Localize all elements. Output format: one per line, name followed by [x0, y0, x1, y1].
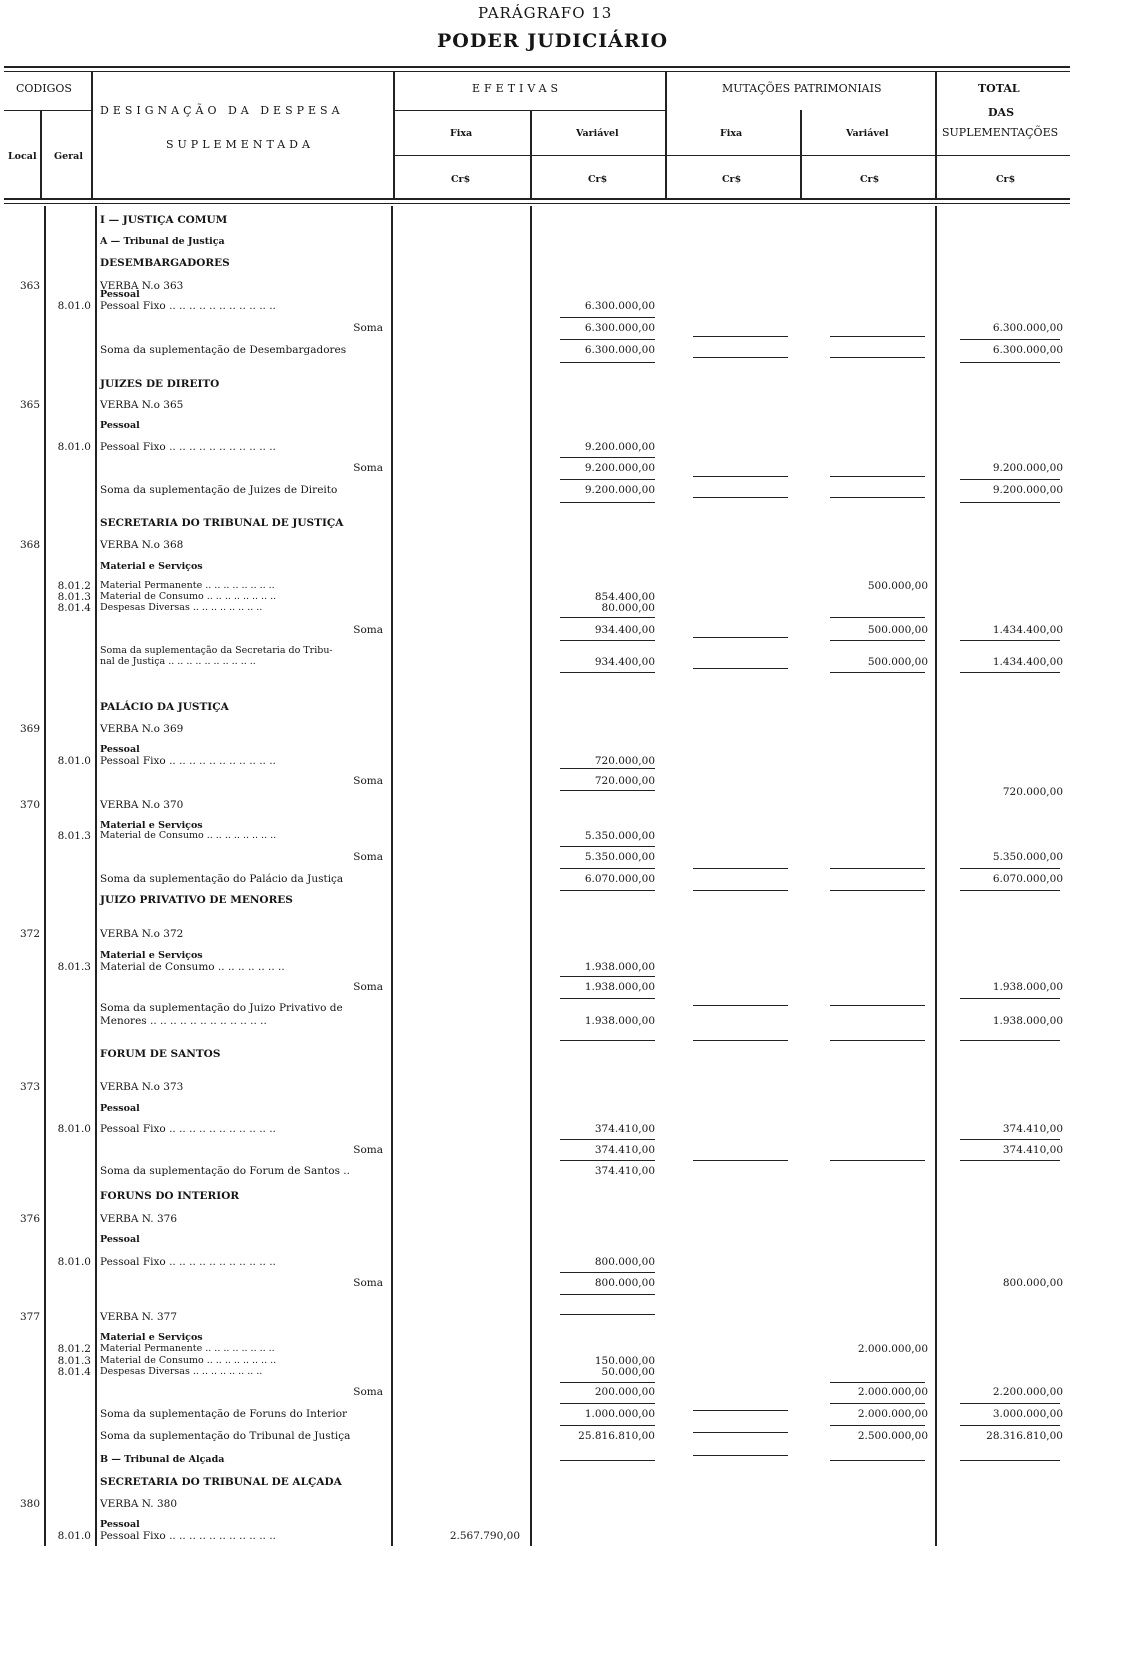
amount-total: 1.938.000,00 — [992, 981, 1063, 993]
amount-total: 374.410,00 — [1002, 1123, 1063, 1135]
row-description: PALÁCIO DA JUSTIÇA — [100, 701, 229, 713]
code-geral: 8.01.0 — [57, 1256, 91, 1268]
row-soma-label: Soma — [353, 851, 383, 863]
code-local: 377 — [19, 1311, 40, 1323]
code-local: 380 — [19, 1498, 40, 1510]
amount-var: 80.000,00 — [601, 602, 655, 614]
amount-var: 1.938.000,00 — [584, 961, 655, 973]
row-soma-label: Soma — [353, 462, 383, 474]
amount-fixa: 2.567.790,00 — [449, 1530, 520, 1542]
row-description: B — Tribunal de Alçada — [100, 1454, 225, 1465]
page-title-2: PODER JUDICIÁRIO — [437, 30, 669, 52]
row-description: Despesas Diversas .. .. .. .. .. .. .. .. — [100, 602, 263, 613]
header-fixa-mut: Fixa — [720, 128, 743, 139]
amount-mvar: 2.000.000,00 — [857, 1343, 928, 1355]
amount-var: 854.400,00 — [594, 591, 655, 603]
amount-total: 28.316.810,00 — [986, 1430, 1063, 1442]
code-geral: 8.01.3 — [57, 591, 91, 603]
row-description: VERBA N. 377 — [100, 1311, 178, 1323]
row-description: Soma da suplementação de Desembargadores — [100, 344, 347, 356]
row-description: VERBA N.o 363 — [100, 280, 184, 292]
currency-variavel: Cr$ — [588, 174, 608, 185]
row-description: A — Tribunal de Justiça — [100, 236, 225, 247]
header-fixa: Fixa — [450, 128, 473, 139]
amount-total: 6.070.000,00 — [992, 873, 1063, 885]
row-description: Material Permanente .. .. .. .. .. .. .. .. — [100, 1343, 275, 1354]
row-description: FORUM DE SANTOS — [100, 1048, 221, 1060]
amount-total: 5.350.000,00 — [992, 851, 1063, 863]
row-description: Material Permanente .. .. .. .. .. .. .. .. — [100, 580, 275, 591]
row-description: Material de Consumo .. .. .. .. .. .. .. .. — [100, 830, 277, 841]
amount-total: 1.434.400,00 — [992, 624, 1063, 636]
amount-var: 374.410,00 — [594, 1123, 655, 1135]
code-geral: 8.01.0 — [57, 441, 91, 453]
page-title-1: PARÁGRAFO 13 — [478, 4, 613, 22]
row-soma-label: Soma — [353, 1144, 383, 1156]
row-description: Soma da suplementação da Secretaria do Tribu- — [100, 645, 333, 656]
row-soma-label: Soma — [353, 322, 383, 334]
amount-var: 6.300.000,00 — [584, 322, 655, 334]
amount-total: 374.410,00 — [1002, 1144, 1063, 1156]
row-description: Soma da suplementação de Juizes de Direito — [100, 484, 338, 496]
code-local: 372 — [19, 928, 40, 940]
amount-mvar: 500.000,00 — [867, 624, 928, 636]
amount-var: 5.350.000,00 — [584, 830, 655, 842]
header-das: DAS — [988, 106, 1015, 119]
row-description: Despesas Diversas .. .. .. .. .. .. .. .. — [100, 1366, 263, 1377]
row-description: VERBA N.o 368 — [100, 539, 184, 551]
code-geral: 8.01.0 — [57, 300, 91, 312]
row-description: Pessoal Fixo .. .. .. .. .. .. .. .. .. .. .. — [100, 441, 276, 453]
row-description: Pessoal Fixo .. .. .. .. .. .. .. .. .. .. .. — [100, 1123, 276, 1135]
row-description: Material e Serviços — [100, 820, 203, 831]
code-local: 368 — [19, 539, 40, 551]
row-description: VERBA N.o 370 — [100, 799, 184, 811]
row-description: Material e Serviços — [100, 1332, 203, 1343]
row-description: JUIZO PRIVATIVO DE MENORES — [100, 894, 293, 906]
amount-mvar: 2.000.000,00 — [857, 1408, 928, 1420]
code-geral: 8.01.0 — [57, 755, 91, 767]
code-geral: 8.01.3 — [57, 1355, 91, 1367]
amount-var: 50.000,00 — [601, 1366, 655, 1378]
row-description: Soma da suplementação do Tribunal de Justiça — [100, 1430, 351, 1442]
row-description: Soma da suplementação do Juizo Privativo de — [100, 1002, 343, 1014]
amount-var: 934.400,00 — [594, 656, 655, 668]
amount-var: 800.000,00 — [594, 1277, 655, 1289]
row-description: Menores .. .. .. .. .. .. .. .. .. .. .. .. — [100, 1015, 267, 1027]
amount-var: 720.000,00 — [594, 775, 655, 787]
amount-var: 374.410,00 — [594, 1144, 655, 1156]
row-description: nal de Justiça .. .. .. .. .. .. .. .. .. .. — [100, 656, 256, 667]
currency-fixa: Cr$ — [451, 174, 471, 185]
amount-var: 9.200.000,00 — [584, 462, 655, 474]
amount-total: 1.938.000,00 — [992, 1015, 1063, 1027]
row-description: Pessoal Fixo .. .. .. .. .. .. .. .. .. .. .. — [100, 1530, 276, 1542]
code-local: 363 — [19, 280, 40, 292]
row-description: Pessoal — [100, 1234, 140, 1245]
header-geral: Geral — [54, 151, 83, 162]
code-geral: 8.01.0 — [57, 1530, 91, 1542]
row-description: Pessoal — [100, 1103, 140, 1114]
header-designacao: DESIGNAÇÃO DA DESPESA — [100, 104, 344, 117]
code-geral: 8.01.4 — [57, 602, 91, 614]
header-suplementacoes: SUPLEMENTAÇÕES — [942, 126, 1059, 139]
amount-var: 1.938.000,00 — [584, 1015, 655, 1027]
amount-var: 25.816.810,00 — [578, 1430, 655, 1442]
amount-mvar: 500.000,00 — [867, 580, 928, 592]
row-description: Material de Consumo .. .. .. .. .. .. .. .. — [100, 591, 277, 602]
amount-mvar: 2.000.000,00 — [857, 1386, 928, 1398]
row-description: SECRETARIA DO TRIBUNAL DE JUSTIÇA — [100, 517, 344, 529]
code-geral: 8.01.4 — [57, 1366, 91, 1378]
code-geral: 8.01.2 — [57, 580, 91, 592]
code-geral: 8.01.3 — [57, 961, 91, 973]
row-description: Material de Consumo .. .. .. .. .. .. .. .. — [100, 1355, 277, 1366]
row-description: VERBA N. 376 — [100, 1213, 178, 1225]
amount-var: 1.000.000,00 — [584, 1408, 655, 1420]
row-description: Material e Serviços — [100, 561, 203, 572]
amount-var: 934.400,00 — [594, 624, 655, 636]
row-description: VERBA N.o 369 — [100, 723, 184, 735]
row-description: VERBA N.o 372 — [100, 928, 184, 940]
row-description: Pessoal Fixo .. .. .. .. .. .. .. .. .. .. .. — [100, 1256, 276, 1268]
amount-var: 6.300.000,00 — [584, 300, 655, 312]
row-description: Pessoal Fixo .. .. .. .. .. .. .. .. .. .. .. — [100, 300, 276, 312]
amount-var: 5.350.000,00 — [584, 851, 655, 863]
code-local: 365 — [19, 399, 40, 411]
amount-var: 150.000,00 — [594, 1355, 655, 1367]
amount-total: 1.434.400,00 — [992, 656, 1063, 668]
row-description: VERBA N. 380 — [100, 1498, 178, 1510]
row-description: Soma da suplementação de Foruns do Interior — [100, 1408, 348, 1420]
amount-var: 800.000,00 — [594, 1256, 655, 1268]
row-description: Material de Consumo .. .. .. .. .. .. .. — [100, 961, 285, 973]
amount-var: 720.000,00 — [594, 755, 655, 767]
currency-total: Cr$ — [996, 174, 1016, 185]
amount-var: 9.200.000,00 — [584, 484, 655, 496]
code-local: 370 — [19, 799, 40, 811]
row-description: VERBA N.o 373 — [100, 1081, 184, 1093]
row-description: Soma da suplementação do Palácio da Justiça — [100, 873, 344, 885]
amount-var: 1.938.000,00 — [584, 981, 655, 993]
row-description: Pessoal — [100, 744, 140, 755]
header-efetivas: EFETIVAS — [472, 82, 563, 95]
amount-var: 374.410,00 — [594, 1165, 655, 1177]
header-total: TOTAL — [978, 82, 1020, 95]
row-description: JUIZES DE DIREITO — [100, 378, 220, 390]
amount-var: 200.000,00 — [594, 1386, 655, 1398]
currency-fixa-mut: Cr$ — [722, 174, 742, 185]
amount-var: 6.300.000,00 — [584, 344, 655, 356]
header-local: Local — [8, 151, 37, 162]
amount-mvar: 2.500.000,00 — [857, 1430, 928, 1442]
code-geral: 8.01.3 — [57, 830, 91, 842]
row-description: SECRETARIA DO TRIBUNAL DE ALÇADA — [100, 1476, 342, 1488]
amount-total: 9.200.000,00 — [992, 462, 1063, 474]
header-codigos: CODIGOS — [16, 82, 72, 95]
row-description: Pessoal — [100, 420, 140, 431]
header-variavel: Variável — [576, 128, 619, 139]
row-description: Pessoal — [100, 289, 140, 300]
row-description: VERBA N.o 365 — [100, 399, 184, 411]
row-description: Material e Serviços — [100, 950, 203, 961]
amount-var: 6.070.000,00 — [584, 873, 655, 885]
code-geral: 8.01.2 — [57, 1343, 91, 1355]
row-description: Soma da suplementação do Forum de Santos .. — [100, 1165, 350, 1177]
amount-total: 9.200.000,00 — [992, 484, 1063, 496]
code-local: 376 — [19, 1213, 40, 1225]
amount-total: 720.000,00 — [1002, 786, 1063, 798]
row-description: I — JUSTIÇA COMUM — [100, 214, 228, 226]
header-mutacoes: MUTAÇÕES PATRIMONIAIS — [722, 82, 882, 95]
header-suplementada: SUPLEMENTADA — [166, 138, 314, 151]
amount-total: 6.300.000,00 — [992, 322, 1063, 334]
amount-total: 2.200.000,00 — [992, 1386, 1063, 1398]
header-variavel-mut: Variável — [846, 128, 889, 139]
amount-var: 9.200.000,00 — [584, 441, 655, 453]
code-local: 373 — [19, 1081, 40, 1093]
amount-total: 6.300.000,00 — [992, 344, 1063, 356]
code-geral: 8.01.0 — [57, 1123, 91, 1135]
row-soma-label: Soma — [353, 1386, 383, 1398]
row-description: DESEMBARGADORES — [100, 257, 230, 269]
row-soma-label: Soma — [353, 624, 383, 636]
row-soma-label: Soma — [353, 1277, 383, 1289]
amount-total: 3.000.000,00 — [992, 1408, 1063, 1420]
code-local: 369 — [19, 723, 40, 735]
row-description: Pessoal — [100, 1519, 140, 1530]
row-soma-label: Soma — [353, 981, 383, 993]
row-description: FORUNS DO INTERIOR — [100, 1190, 240, 1202]
row-description: Pessoal Fixo .. .. .. .. .. .. .. .. .. .. .. — [100, 755, 276, 767]
row-soma-label: Soma — [353, 775, 383, 787]
currency-variavel-mut: Cr$ — [860, 174, 880, 185]
amount-total: 800.000,00 — [1002, 1277, 1063, 1289]
amount-mvar: 500.000,00 — [867, 656, 928, 668]
